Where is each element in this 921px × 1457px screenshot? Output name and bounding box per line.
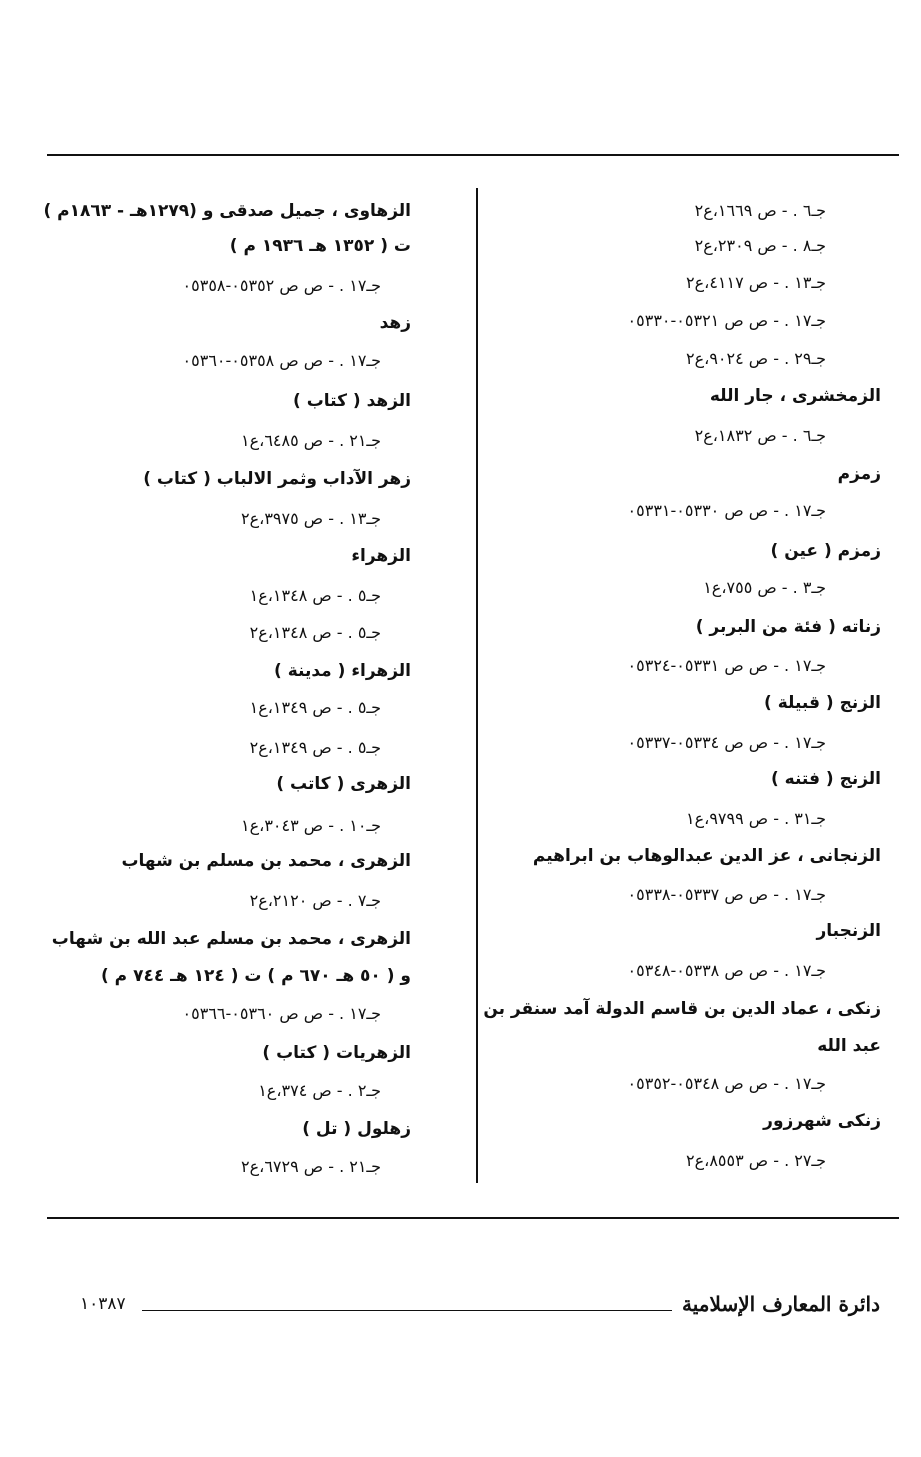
index-reference: جـ٢١ . - ص ٦٤٨٥،ع١ bbox=[241, 431, 381, 450]
index-reference: جـ٨ . - ص ٢٣٠٩،ع٢ bbox=[694, 236, 826, 255]
index-entry: الزنج ( قبيلة ) bbox=[764, 693, 881, 713]
index-entry: زهلول ( تل ) bbox=[302, 1119, 411, 1139]
index-entry: زناته ( فئة من البربر ) bbox=[695, 617, 881, 637]
index-reference: جـ٣١ . - ص ٩٧٩٩،ع١ bbox=[686, 809, 826, 828]
index-entry: الزهد ( كتاب ) bbox=[293, 391, 411, 411]
index-reference: جـ١٧ . - ص ص ٠٥٣٤٨-٠٥٣٥٢ bbox=[627, 1074, 826, 1093]
index-reference: جـ٢ . - ص ٣٧٤،ع١ bbox=[258, 1081, 381, 1100]
index-reference: جـ٢١ . - ص ٦٧٢٩،ع٢ bbox=[241, 1157, 381, 1176]
index-entry: الزهرى ، محمد بن مسلم عبد الله بن شهاب bbox=[51, 929, 411, 949]
index-entry: زمزم ( عين ) bbox=[770, 541, 881, 561]
index-reference: جـ١٧ . - ص ص ٠٥٣٣٤-٠٥٣٣٧ bbox=[627, 733, 826, 752]
page-footer bbox=[80, 1292, 880, 1322]
index-reference: جـ١٣ . - ص ٤١١٧،ع٢ bbox=[686, 273, 826, 292]
index-reference: جـ١٠ . - ص ٣٠٤٣،ع١ bbox=[241, 816, 381, 835]
index-entry: عبد الله bbox=[817, 1036, 881, 1056]
footer-leader-line bbox=[142, 1310, 672, 1311]
index-entry: الزنجانى ، عز الدين عبدالوهاب بن ابراهيم bbox=[532, 846, 881, 866]
index-entry: زنكى ، عماد الدين بن قاسم الدولة آمد سنقر بن bbox=[483, 999, 881, 1019]
index-reference: جـ٢٧ . - ص ٨٥٥٣،ع٢ bbox=[686, 1151, 826, 1170]
index-entry: الزنجبار bbox=[816, 921, 881, 941]
index-reference: جـ٧ . - ص ٢١٢٠،ع٢ bbox=[249, 891, 381, 910]
index-entry: ت ( ١٣٥٢ هـ ١٩٣٦ م ) bbox=[229, 236, 411, 256]
index-reference: جـ٦ . - ص ١٦٦٩،ع٢ bbox=[694, 201, 826, 220]
index-entry: الزهرى ( كاتب ) bbox=[276, 774, 411, 794]
index-reference: جـ١٧ . - ص ص ٠٥٣٥٢-٠٥٣٥٨ bbox=[182, 276, 381, 295]
top-rule bbox=[47, 154, 899, 156]
index-reference: جـ١٧ . - ص ص ٠٥٣٣١-٠٥٣٢٤ bbox=[627, 656, 826, 675]
index-entry: الزهاوى ، جميل صدقى و (١٢٧٩هـ - ١٨٦٣م ) bbox=[43, 201, 411, 221]
index-reference: جـ١٣ . - ص ٣٩٧٥،ع٢ bbox=[241, 509, 381, 528]
index-entry: الزهراء ( مدينة ) bbox=[274, 661, 411, 681]
index-entry: زمزم bbox=[837, 464, 881, 484]
index-reference: جـ١٧ . - ص ص ٠٥٣٦٠-٠٥٣٦٦ bbox=[182, 1004, 381, 1023]
index-entry: الزنج ( فتنه ) bbox=[770, 769, 881, 789]
index-reference: جـ٣ . - ص ٧٥٥،ع١ bbox=[703, 578, 826, 597]
index-reference: جـ١٧ . - ص ص ٠٥٣٣٨-٠٥٣٤٨ bbox=[627, 961, 826, 980]
index-entry: الزهراء bbox=[351, 546, 411, 566]
index-entry: و ( ٥٠ هـ ٦٧٠ م ) ت ( ١٢٤ هـ ٧٤٤ م ) bbox=[100, 966, 411, 986]
index-reference: جـ٦ . - ص ١٨٣٢،ع٢ bbox=[694, 426, 826, 445]
index-reference: جـ١٧ . - ص ص ٠٥٣٥٨-٠٥٣٦٠ bbox=[182, 351, 381, 370]
index-entry: زهر الآداب وثمر الالباب ( كتاب ) bbox=[143, 469, 411, 489]
page-number: ١٠٣٨٧ bbox=[80, 1294, 126, 1314]
index-reference: جـ٥ . - ص ١٣٤٩،ع٢ bbox=[249, 738, 381, 757]
index-entry: زنكى شهرزور bbox=[763, 1111, 881, 1131]
index-reference: جـ١٧ . - ص ص ٠٥٣٣٠-٠٥٣٣١ bbox=[627, 501, 826, 520]
index-reference: جـ١٧ . - ص ص ٠٥٣٢١-٠٥٣٣٠ bbox=[627, 311, 826, 330]
index-reference: جـ٢٩ . - ص ٩٠٢٤،ع٢ bbox=[686, 349, 826, 368]
footer-title: دائرة المعارف الإسلامية bbox=[682, 1292, 880, 1316]
index-entry: الزهريات ( كتاب ) bbox=[262, 1043, 411, 1063]
index-entry: الزمخشرى ، جار الله bbox=[709, 386, 881, 406]
index-reference: جـ٥ . - ص ١٣٤٨،ع٢ bbox=[249, 623, 381, 642]
column-divider bbox=[476, 188, 478, 1183]
index-reference: جـ١٧ . - ص ص ٠٥٣٣٧-٠٥٣٣٨ bbox=[627, 885, 826, 904]
index-reference: جـ٥ . - ص ١٣٤٩،ع١ bbox=[249, 698, 381, 717]
index-reference: جـ٥ . - ص ١٣٤٨،ع١ bbox=[249, 586, 381, 605]
bottom-rule bbox=[47, 1217, 899, 1219]
index-entry: الزهرى ، محمد بن مسلم بن شهاب bbox=[121, 851, 411, 871]
index-entry: زهد bbox=[379, 313, 411, 333]
